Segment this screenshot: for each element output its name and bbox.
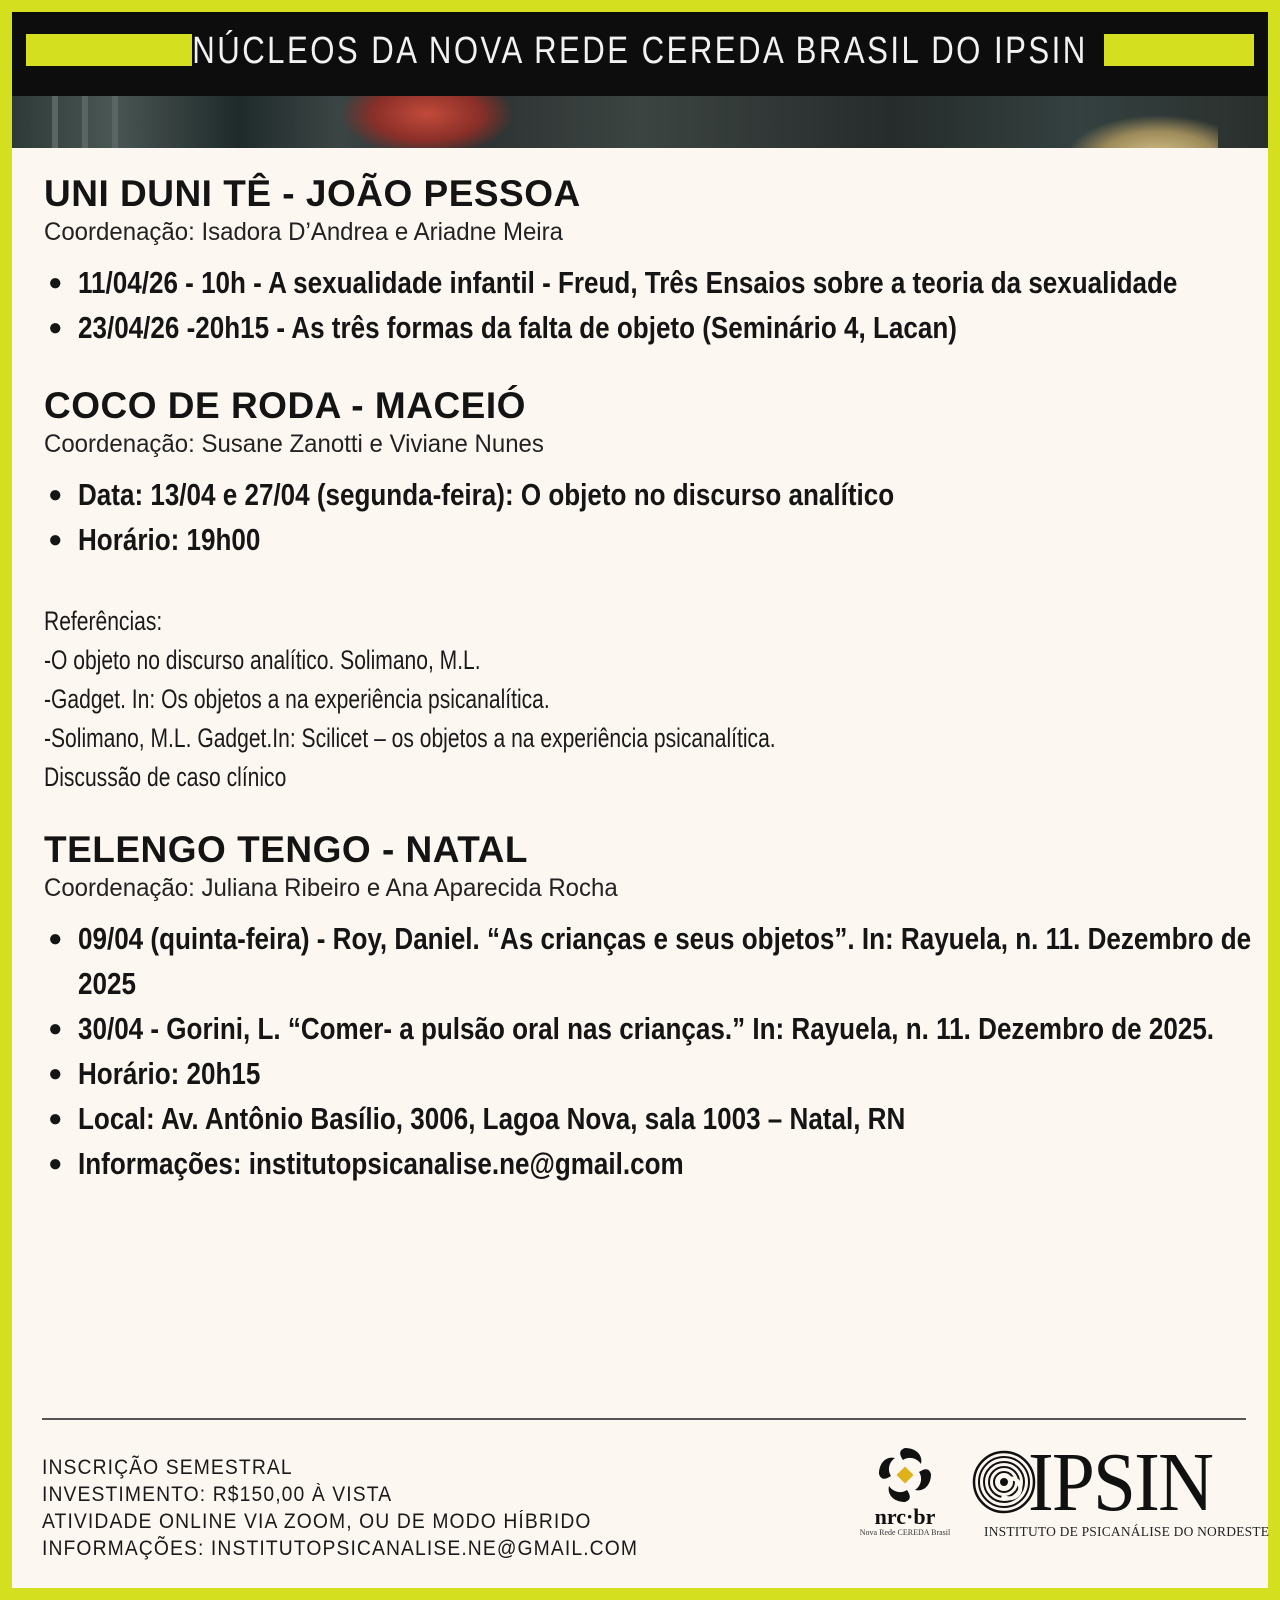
nrc-logo	[850, 1444, 960, 1544]
bullet-icon: ●	[48, 1060, 63, 1087]
section-coordination: Coordenação: Juliana Ribeiro e Ana Aparecida Rocha	[44, 874, 618, 902]
list-item: ● 23/04/26 -20h15 - As três formas da falta de objeto (Seminário 4, Lacan)	[44, 305, 1244, 350]
header-banner	[12, 12, 1268, 96]
reference-line: -O objeto no discurso analítico. Solimano, M.L.	[44, 645, 481, 675]
photo-blonde-hair	[1068, 116, 1218, 148]
ipsin-logo-tagline: INSTITUTO DE PSICANÁLISE DO NORDESTE	[984, 1524, 1270, 1539]
header-accent-bar-left	[26, 34, 192, 66]
section-joao-pessoa	[44, 172, 1244, 350]
section-maceio	[44, 384, 1244, 797]
list-item: ● Horário: 19h00	[44, 517, 1244, 562]
section-title: UNI DUNI TÊ - JOÃO PESSOA	[44, 173, 581, 214]
nrc-logo-name: nrc·br	[874, 1504, 936, 1529]
bullet-icon: ●	[48, 269, 63, 296]
nrc-swirl-icon	[873, 1444, 937, 1506]
references-block	[44, 602, 1244, 797]
section-items	[44, 260, 1244, 350]
section-title: COCO DE RODA - MACEIÓ	[44, 385, 526, 426]
bullet-icon: ●	[48, 925, 63, 952]
reference-line: -Solimano, M.L. Gadget.In: Scilicet – os objetos a na experiência psicanalítica.	[44, 723, 776, 753]
list-item: ● 09/04 (quinta-feira) - Roy, Daniel. “As crianças e seus objetos”. In: Rayuela, n. 11. Dezembro de 2025	[44, 916, 1244, 1006]
section-coordination: Coordenação: Susane Zanotti e Viviane Nunes	[44, 430, 544, 458]
bullet-icon: ●	[48, 481, 63, 508]
photo-rail	[82, 96, 88, 148]
footer-divider	[42, 1418, 1246, 1420]
header-accent-bar-right	[1104, 34, 1254, 66]
ipsin-spiral-icon	[972, 1450, 1036, 1514]
list-item: ● 30/04 - Gorini, L. “Comer- a pulsão oral nas crianças.” In: Rayuela, n. 11. Dezembro de 2025.	[44, 1006, 1244, 1051]
list-item: ● Informações: institutopsicanalise.ne@gmail.com	[44, 1141, 1244, 1186]
section-items	[44, 472, 1244, 562]
ipsin-logo-name: IPSIN	[1028, 1436, 1213, 1529]
photo-red-hair	[342, 96, 512, 148]
list-item: ● Local: Av. Antônio Basílio, 3006, Lagoa Nova, sala 1003 – Natal, RN	[44, 1096, 1244, 1141]
footer-line: INSCRIÇÃO SEMESTRAL	[42, 1456, 293, 1479]
page-title: NÚCLEOS DA NOVA REDE CEREDA BRASIL DO IPSIN	[192, 29, 1088, 72]
content-panel	[12, 148, 1268, 1588]
list-item: ● Horário: 20h15	[44, 1051, 1244, 1096]
photo-strip	[12, 96, 1268, 148]
list-item: ● Data: 13/04 e 27/04 (segunda-feira): O objeto no discurso analítico	[44, 472, 1244, 517]
reference-line: -Gadget. In: Os objetos a na experiência psicanalítica.	[44, 684, 550, 714]
bullet-icon: ●	[48, 1105, 63, 1132]
bullet-icon: ●	[48, 1150, 63, 1177]
photo-rail	[52, 96, 58, 148]
bullet-icon: ●	[48, 314, 63, 341]
section-natal	[44, 828, 1252, 1186]
footer-line: ATIVIDADE ONLINE VIA ZOOM, OU DE MODO HÍBRIDO	[42, 1510, 592, 1533]
list-item: ● 11/04/26 - 10h - A sexualidade infantil - Freud, Três Ensaios sobre a teoria da sexualidade	[44, 260, 1244, 305]
bullet-icon: ●	[48, 526, 63, 553]
reference-line: Discussão de caso clínico	[44, 762, 287, 792]
photo-rail	[112, 96, 118, 148]
nrc-logo-subtitle: Nova Rede CEREDA Brasil	[859, 1528, 951, 1537]
footer-info	[42, 1454, 690, 1562]
section-coordination: Coordenação: Isadora D’Andrea e Ariadne Meira	[44, 218, 563, 246]
ipsin-logo	[972, 1436, 1270, 1552]
references-heading: Referências:	[44, 606, 163, 636]
section-items	[44, 916, 1252, 1186]
bullet-icon: ●	[48, 1015, 63, 1042]
footer-line: INFORMAÇÕES: INSTITUTOPSICANALISE.NE@GMAIL.COM	[42, 1537, 639, 1560]
footer-line: INVESTIMENTO: R$150,00 À VISTA	[42, 1483, 393, 1506]
section-title: TELENGO TENGO - NATAL	[44, 829, 528, 870]
